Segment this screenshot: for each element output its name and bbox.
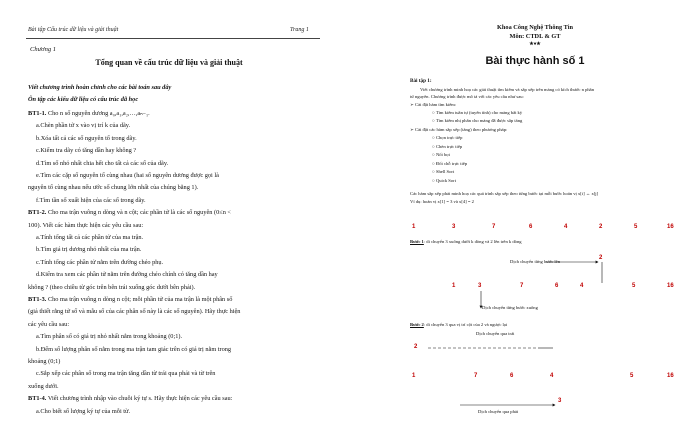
circle-bullet-icon: ○ [432, 110, 436, 115]
intro-line-2: tử nguyên. Chương trình được mô tả với các yêu cầu như sau: [410, 94, 524, 99]
exercise-text-line: nguyên tố cùng nhau nếu ước số chung lớn nhất của chúng bằng 1). [28, 184, 199, 192]
array-value: 4 [564, 224, 568, 230]
step-1: Bước 1: di chuyển 3 xuống dưới k dòng và 2 lên trên k dòng [410, 239, 522, 244]
exercise-text-line: b.Đếm số lượng phân số nằm trong ma trận tam giác trên có giá trị nằm trong [36, 345, 232, 353]
array-value: 2 [599, 255, 603, 261]
circle-bullet-icon: ○ [432, 152, 436, 158]
chapter-label: Chương 1 [30, 46, 56, 53]
exercise-text-line: a.Chèn phần tử x vào vị trí k của dãy. [36, 122, 131, 130]
circle-bullet-icon: ○ [432, 143, 436, 149]
moving-value-three: 3 [558, 398, 562, 404]
caption-move-left: Dịch chuyển qua trái [476, 331, 515, 336]
exercise-text-line: a.Tìm phân số có giá trị nhỏ nhất nằm trong khoảng (0;1). [36, 333, 183, 341]
array-value: 5 [632, 283, 636, 289]
sort-method-item: ○ Shell Sort [432, 169, 455, 175]
exercise-text-line: d.Tìm số nhỏ nhất chia hết cho tất cả các số của dãy. [36, 159, 169, 167]
exercise-text-line: khoảng (0;1) [28, 358, 61, 365]
array-value: 4 [550, 373, 554, 379]
exercise-text-line: d.Kiểm tra xem các phần tử nằm trên đường chéo chính có tăng dần hay [36, 271, 218, 279]
sort-method-item: ○ Đổi chỗ trực tiếp [432, 160, 468, 166]
circle-bullet-icon: ○ [432, 169, 436, 175]
array-value: 16 [667, 224, 674, 230]
array-value: 5 [634, 224, 638, 230]
array-value: 5 [630, 373, 634, 379]
movement-arrows [370, 0, 700, 442]
ornament-stars: ★♦★ [529, 42, 541, 47]
lab-title: Bài thực hành số 1 [485, 55, 585, 67]
exercise-text-line: e.Tìm các cặp số nguyên tố cùng nhau (hai số nguyên dương được gọi là [36, 172, 219, 179]
header-rule [26, 38, 320, 39]
array-value: 6 [555, 283, 559, 289]
exercise-text-line: c.Sắp xếp các phân số trong ma trận tăng dần từ trái qua phải và từ trên [36, 370, 216, 378]
swap-example: Ví dụ: hoán vị x[1] = 3 và x[4] = 2 [410, 199, 474, 204]
arrow-bullet-icon: ➢ [410, 127, 415, 132]
exercise-title-line: BT1-1. Cho n số nguyên dương a₀,a₁,a₂,…,aₙ₋₁. [28, 110, 150, 117]
array-value: 16 [667, 283, 674, 289]
exercise-text-line: a.Tính tổng tất cả các phần tử của ma trận. [36, 234, 144, 241]
page-header-number: Trang 1 [290, 27, 309, 33]
array-value: 3 [478, 283, 482, 289]
moving-value-two: 2 [414, 344, 418, 350]
array-value: 16 [667, 373, 674, 379]
exercise-text-line: c.Tính tổng các phần tử nằm trên đường chéo phụ. [36, 258, 164, 266]
exercise-text-line: f.Tìm tần số xuất hiện của các số trong dãy. [36, 196, 146, 204]
subject-name: Môn: CTDL & GT [509, 33, 561, 40]
exercise-title-line: BT1-3. Cho ma trận vuông n dòng n cột; mỗi phần tử của ma trận là một phân số [28, 296, 233, 303]
exercise-text-line: a.Cho biết số lượng ký tự của mỗi từ. [36, 407, 131, 415]
array-value: 1 [452, 283, 456, 289]
array-value: 3 [452, 224, 456, 230]
sort-method-item: ○ Chọn trực tiếp [432, 135, 463, 140]
exercise-text-line: (giả thiết rằng tử số và mẫu số của các phân số này là các số nguyên). Hãy thực hiện [28, 308, 241, 316]
sort-method-item: ○ Nổi bọt [432, 152, 450, 158]
search-method-item: ○ Tìm kiếm tuần tự (tuyến tính) cho mảng bất kỳ [432, 110, 523, 115]
caption-move-up: Dịch chuyển từng bước lên [510, 259, 561, 264]
exercise-title-line: BT1-2. Cho ma trận vuông n dòng và n cột; các phần tử là các số nguyên (0≤n < [28, 209, 231, 217]
faculty-name: Khoa Công Nghệ Thông Tin [497, 24, 573, 31]
exercise-text-line: b.Xóa tất cả các số nguyên tố trong dãy. [36, 134, 137, 142]
search-heading: ➢ Cài đặt hàm tìm kiếm: [410, 102, 457, 107]
circle-bullet-icon: ○ [432, 178, 436, 183]
right-document-page [370, 0, 700, 442]
exercise-text-line: các yêu cầu sau: [28, 320, 70, 328]
exercise-text-line: b.Tìm giá trị dương nhỏ nhất của ma trận. [36, 246, 142, 254]
section-subheading: Ôn tập các kiểu dữ liệu có cấu trúc đã học [28, 96, 139, 103]
circle-bullet-icon: ○ [432, 118, 436, 123]
array-value: 7 [520, 283, 524, 289]
circle-bullet-icon: ○ [432, 160, 436, 166]
array-value: 1 [412, 373, 416, 379]
sort-heading: ➢ Cài đặt các hàm sắp xếp (tăng) theo phương pháp: [410, 127, 508, 132]
exercise-title-line: BT1-4. Viết chương trình nhập vào chuỗi ký tự s. Hãy thực hiện các yêu cầu sau: [28, 395, 233, 403]
step-2: Bước 2: di chuyển 3 qua vị trí cột của 2 và ngược lại [410, 322, 508, 327]
array-value: 7 [474, 373, 478, 379]
page-header-title: Bài tập Cấu trúc dữ liệu và giải thuật [28, 27, 119, 33]
array-value: 6 [510, 373, 514, 379]
array-value: 1 [412, 224, 416, 230]
exercise-heading: Bài tập 1: [410, 78, 432, 84]
sort-method-item: ○ Quick Sort [432, 178, 456, 183]
caption-move-right: Dịch chuyển qua phải [478, 409, 519, 414]
exercise-text-line: xuống dưới. [28, 382, 59, 390]
left-document-page [0, 0, 338, 442]
circle-bullet-icon: ○ [432, 135, 436, 140]
array-value: 4 [580, 283, 584, 289]
arrow-bullet-icon: ➢ [410, 102, 415, 107]
exercise-text-line: 100). Viết các hàm thực hiện các yêu cầu sau: [28, 221, 144, 229]
search-method-item: ○ Tìm kiếm nhị phân cho mảng đã được sắp tăng [432, 118, 523, 123]
exercise-text-line: c.Kiểm tra dãy có tăng dần hay không ? [36, 147, 137, 155]
chapter-title: Tổng quan về cấu trúc dữ liệu và giải thuật [95, 58, 243, 67]
sort-method-item: ○ Chèn trực tiếp [432, 143, 463, 149]
caption-move-down: Dịch chuyển từng bước xuống [482, 305, 538, 310]
sort-note: Các hàm sắp xếp phải minh hoạ các quá trình sắp xếp theo từng bước tại mỗi bước hoán vị x[i] ↔ x[j] [410, 191, 599, 196]
array-value: 6 [529, 224, 533, 230]
exercise-text-line: không ? (theo chiều từ góc trên bên trái xuống góc dưới bên phải). [28, 283, 196, 291]
section-heading: Viết chương trình hoàn chỉnh cho các bài toán sau đây [28, 84, 172, 91]
intro-line-1: Viết chương trình minh hoạ các giải thuật tìm kiếm và sắp xếp trên mảng có kích thước n phần [420, 87, 594, 92]
array-value: 7 [492, 224, 496, 230]
array-value: 2 [599, 224, 603, 230]
